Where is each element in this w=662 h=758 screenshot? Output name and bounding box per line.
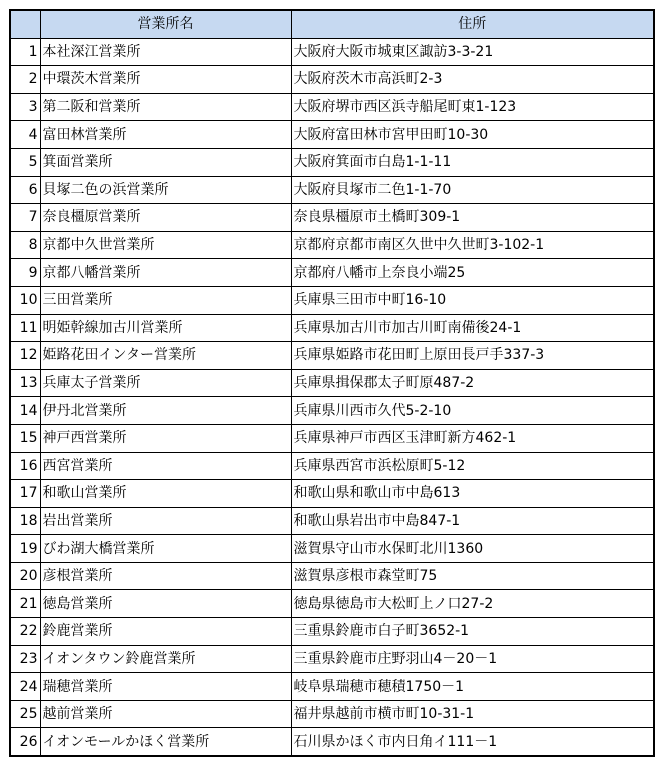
- row-number-cell: 15: [10, 424, 40, 452]
- address-cell: 大阪府箕面市白島1-1-11: [291, 148, 654, 176]
- header-number-cell: [10, 10, 40, 38]
- row-number-cell: 24: [10, 673, 40, 701]
- office-name-cell: 中環茨木営業所: [40, 66, 291, 94]
- row-number-cell: 25: [10, 700, 40, 728]
- row-number-cell: 21: [10, 590, 40, 618]
- table-row: [10, 645, 654, 673]
- address-cell: 大阪府堺市西区浜寺船尾町東1-123: [291, 93, 654, 121]
- address-cell: 三重県鈴鹿市庄野羽山4－20－1: [291, 645, 654, 673]
- address-cell: 石川県かほく市内日角イ111－1: [291, 728, 654, 756]
- row-number-cell: 12: [10, 342, 40, 370]
- row-number-cell: 2: [10, 66, 40, 94]
- address-cell: 兵庫県三田市中町16-10: [291, 286, 654, 314]
- row-number-cell: 14: [10, 397, 40, 425]
- table-row: [10, 700, 654, 728]
- address-cell: 滋賀県彦根市森堂町75: [291, 562, 654, 590]
- row-number-cell: 1: [10, 38, 40, 66]
- office-name-cell: 瑞穂営業所: [40, 673, 291, 701]
- address-cell: 兵庫県西宮市浜松原町5-12: [291, 452, 654, 480]
- address-cell: 大阪府茨木市高浜町2-3: [291, 66, 654, 94]
- table-row: [10, 121, 654, 149]
- table-row: [10, 452, 654, 480]
- table-row: [10, 369, 654, 397]
- table-row: [10, 204, 654, 232]
- office-name-cell: 鈴鹿営業所: [40, 618, 291, 646]
- header-row: [10, 10, 654, 38]
- office-name-cell: 貝塚二色の浜営業所: [40, 176, 291, 204]
- table-row: [10, 424, 654, 452]
- office-name-cell: びわ湖大橋営業所: [40, 535, 291, 563]
- table-row: [10, 231, 654, 259]
- row-number-cell: 13: [10, 369, 40, 397]
- office-name-cell: イオンタウン鈴鹿営業所: [40, 645, 291, 673]
- office-name-cell: 三田営業所: [40, 286, 291, 314]
- table-row: [10, 342, 654, 370]
- address-cell: 奈良県橿原市土橋町309-1: [291, 204, 654, 232]
- address-cell: 兵庫県川西市久代5-2-10: [291, 397, 654, 425]
- row-number-cell: 18: [10, 507, 40, 535]
- office-list-sheet: [9, 9, 655, 757]
- row-number-cell: 16: [10, 452, 40, 480]
- address-cell: 徳島県徳島市大松町上ノ口27-2: [291, 590, 654, 618]
- table-row: [10, 66, 654, 94]
- table-body: [10, 38, 654, 756]
- address-cell: 三重県鈴鹿市白子町3652-1: [291, 618, 654, 646]
- office-name-cell: 本社深江営業所: [40, 38, 291, 66]
- office-name-cell: 徳島営業所: [40, 590, 291, 618]
- address-cell: 兵庫県神戸市西区玉津町新方462-1: [291, 424, 654, 452]
- row-number-cell: 6: [10, 176, 40, 204]
- office-name-cell: 富田林営業所: [40, 121, 291, 149]
- row-number-cell: 22: [10, 618, 40, 646]
- row-number-cell: 4: [10, 121, 40, 149]
- address-cell: 京都府京都市南区久世中久世町3-102-1: [291, 231, 654, 259]
- table-row: [10, 535, 654, 563]
- address-cell: 大阪府大阪市城東区諏訪3-3-21: [291, 38, 654, 66]
- address-cell: 大阪府貝塚市二色1-1-70: [291, 176, 654, 204]
- table-row: [10, 286, 654, 314]
- office-name-cell: 和歌山営業所: [40, 480, 291, 508]
- row-number-cell: 8: [10, 231, 40, 259]
- office-name-cell: 第二阪和営業所: [40, 93, 291, 121]
- table-row: [10, 176, 654, 204]
- office-name-cell: 神戸西営業所: [40, 424, 291, 452]
- row-number-cell: 9: [10, 259, 40, 287]
- table-row: [10, 38, 654, 66]
- table-row: [10, 728, 654, 756]
- table-row: [10, 397, 654, 425]
- address-cell: 京都府八幡市上奈良小端25: [291, 259, 654, 287]
- address-cell: 福井県越前市横市町10-31-1: [291, 700, 654, 728]
- address-cell: 滋賀県守山市水保町北川1360: [291, 535, 654, 563]
- office-name-cell: 京都八幡営業所: [40, 259, 291, 287]
- office-name-cell: 奈良橿原営業所: [40, 204, 291, 232]
- table-row: [10, 590, 654, 618]
- table-row: [10, 148, 654, 176]
- header-office-name: 営業所名: [40, 10, 291, 38]
- address-cell: 兵庫県姫路市花田町上原田長戸手337-3: [291, 342, 654, 370]
- office-name-cell: 西宮営業所: [40, 452, 291, 480]
- office-name-cell: イオンモールかほく営業所: [40, 728, 291, 756]
- address-cell: 兵庫県揖保郡太子町原487-2: [291, 369, 654, 397]
- row-number-cell: 5: [10, 148, 40, 176]
- table-row: [10, 562, 654, 590]
- office-name-cell: 兵庫太子営業所: [40, 369, 291, 397]
- row-number-cell: 11: [10, 314, 40, 342]
- row-number-cell: 23: [10, 645, 40, 673]
- row-number-cell: 3: [10, 93, 40, 121]
- office-name-cell: 箕面営業所: [40, 148, 291, 176]
- row-number-cell: 10: [10, 286, 40, 314]
- table-row: [10, 673, 654, 701]
- table-row: [10, 314, 654, 342]
- row-number-cell: 19: [10, 535, 40, 563]
- row-number-cell: 17: [10, 480, 40, 508]
- row-number-cell: 7: [10, 204, 40, 232]
- table-row: [10, 259, 654, 287]
- address-cell: 和歌山県岩出市中島847-1: [291, 507, 654, 535]
- address-cell: 兵庫県加古川市加古川町南備後24-1: [291, 314, 654, 342]
- office-name-cell: 京都中久世営業所: [40, 231, 291, 259]
- table-row: [10, 93, 654, 121]
- table-row: [10, 480, 654, 508]
- office-name-cell: 伊丹北営業所: [40, 397, 291, 425]
- address-cell: 岐阜県瑞穂市穂積1750－1: [291, 673, 654, 701]
- table-row: [10, 618, 654, 646]
- table-row: [10, 507, 654, 535]
- address-cell: 大阪府富田林市宮甲田町10-30: [291, 121, 654, 149]
- office-name-cell: 姫路花田インター営業所: [40, 342, 291, 370]
- office-name-cell: 明姫幹線加古川営業所: [40, 314, 291, 342]
- office-name-cell: 彦根営業所: [40, 562, 291, 590]
- office-name-cell: 越前営業所: [40, 700, 291, 728]
- row-number-cell: 26: [10, 728, 40, 756]
- office-name-cell: 岩出営業所: [40, 507, 291, 535]
- office-table: [9, 9, 655, 757]
- row-number-cell: 20: [10, 562, 40, 590]
- address-cell: 和歌山県和歌山市中島613: [291, 480, 654, 508]
- header-address: 住所: [291, 10, 654, 38]
